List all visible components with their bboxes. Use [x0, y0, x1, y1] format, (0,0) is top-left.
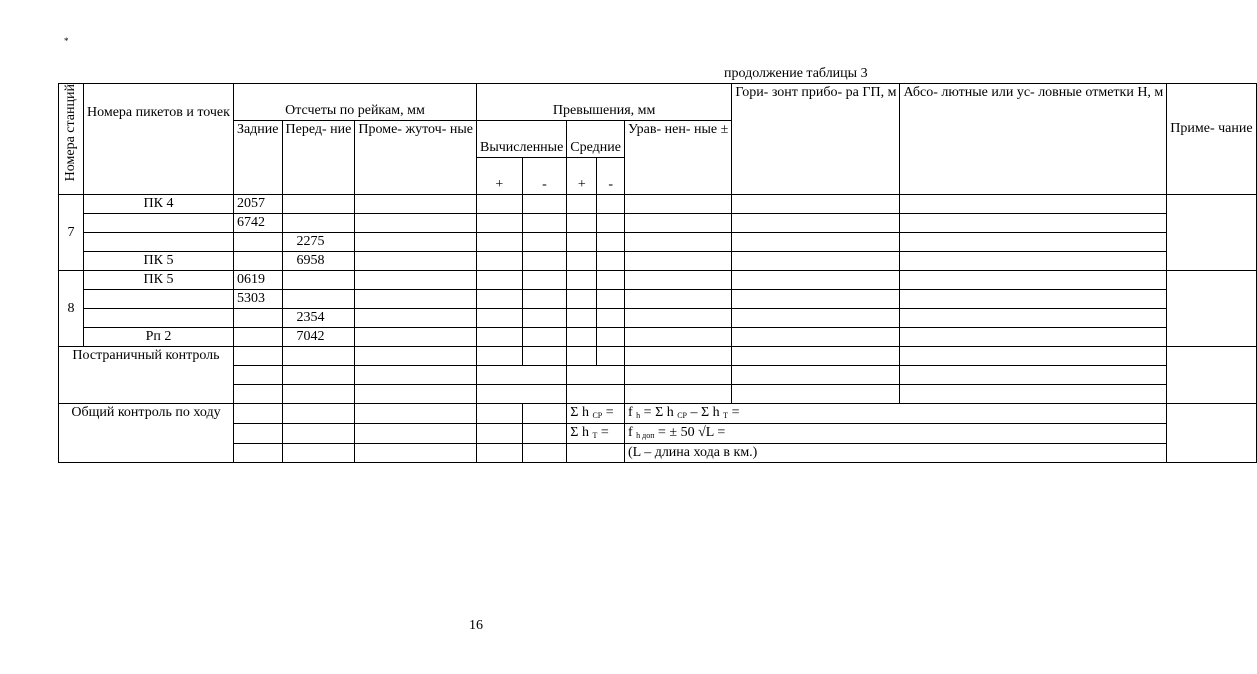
mean-header: Средние	[567, 121, 625, 158]
page-control-row	[59, 347, 1257, 366]
station-number-header: Номера станций	[59, 84, 84, 195]
mean-sum-formula: Σ h СР =	[567, 404, 625, 424]
front-reading: 7042	[282, 328, 355, 347]
elevation-differences-header: Превышения, мм	[477, 84, 732, 121]
header-row-1	[59, 84, 1257, 121]
table-row	[59, 309, 1257, 328]
table-row	[59, 271, 1257, 290]
table-row	[59, 214, 1257, 233]
front-reading: 2275	[282, 233, 355, 252]
points-header: Номера пикетов и точек	[84, 84, 234, 195]
theoretical-sum-formula: Σ h Т =	[567, 424, 625, 444]
front-reading	[282, 195, 355, 214]
instrument-horizon-header: Гори- зонт прибо- ра ГП, м	[732, 84, 900, 195]
table-continuation-caption: продолжение таблицы 3	[724, 66, 868, 81]
overall-control-row	[59, 424, 1257, 444]
point-label	[84, 214, 234, 233]
station-number: 7	[59, 195, 84, 271]
overall-control-row	[59, 444, 1257, 463]
adjusted-header: Урав- нен- ные ±	[625, 121, 732, 195]
overall-control-row	[59, 404, 1257, 424]
front-reading: 2354	[282, 309, 355, 328]
point-label: ПК 4	[84, 195, 234, 214]
back-reading	[233, 309, 282, 328]
table-row	[59, 290, 1257, 309]
length-note: (L – длина хода в км.)	[625, 444, 1167, 463]
back-reading	[233, 252, 282, 271]
computed-header: Вычисленные	[477, 121, 567, 158]
point-label: Рп 2	[84, 328, 234, 347]
point-label	[84, 233, 234, 252]
overall-control-label: Общий контроль по ходу	[59, 404, 234, 463]
point-label: ПК 5	[84, 252, 234, 271]
page-control-label: Постраничный контроль	[59, 347, 234, 404]
table-row	[59, 252, 1257, 271]
corner-mark: *	[64, 36, 69, 46]
computed-minus-header: -	[522, 158, 567, 195]
station-number: 8	[59, 271, 84, 347]
front-reading	[282, 290, 355, 309]
back-reading: 2057	[233, 195, 282, 214]
table-row	[59, 328, 1257, 347]
page-number: 16	[469, 618, 483, 633]
front-reading	[282, 271, 355, 290]
misclosure-formula: f h = Σ h СР – Σ h Т =	[625, 404, 1167, 424]
absolute-elevations-header: Абсо- лютные или ус- ловные отметки Н, м	[900, 84, 1167, 195]
back-reading-header: Задние	[233, 121, 282, 195]
point-label: ПК 5	[84, 271, 234, 290]
page-control-row	[59, 366, 1257, 385]
back-reading: 5303	[233, 290, 282, 309]
note-cell	[1167, 271, 1256, 347]
mean-minus-header: -	[597, 158, 625, 195]
note-cell	[1167, 195, 1256, 271]
back-reading	[233, 233, 282, 252]
mean-plus-header: +	[567, 158, 597, 195]
note-cell	[1167, 404, 1256, 463]
back-reading: 0619	[233, 271, 282, 290]
note-cell	[1167, 347, 1256, 404]
table-row	[59, 233, 1257, 252]
point-label	[84, 309, 234, 328]
computed-plus-header: +	[477, 158, 523, 195]
note-header: Приме- чание	[1167, 84, 1256, 195]
front-reading	[282, 214, 355, 233]
back-reading	[233, 328, 282, 347]
point-label	[84, 290, 234, 309]
intermediate-reading-header: Проме- жуточ- ные	[355, 121, 477, 195]
back-reading: 6742	[233, 214, 282, 233]
front-reading: 6958	[282, 252, 355, 271]
staff-readings-header: Отсчеты по рейкам, мм	[233, 84, 476, 121]
front-reading-header: Перед- ние	[282, 121, 355, 195]
table-row	[59, 195, 1257, 214]
page-control-row	[59, 385, 1257, 404]
leveling-journal-table	[58, 83, 1257, 463]
allowed-misclosure-formula: f h доп = ± 50 √L =	[625, 424, 1167, 444]
